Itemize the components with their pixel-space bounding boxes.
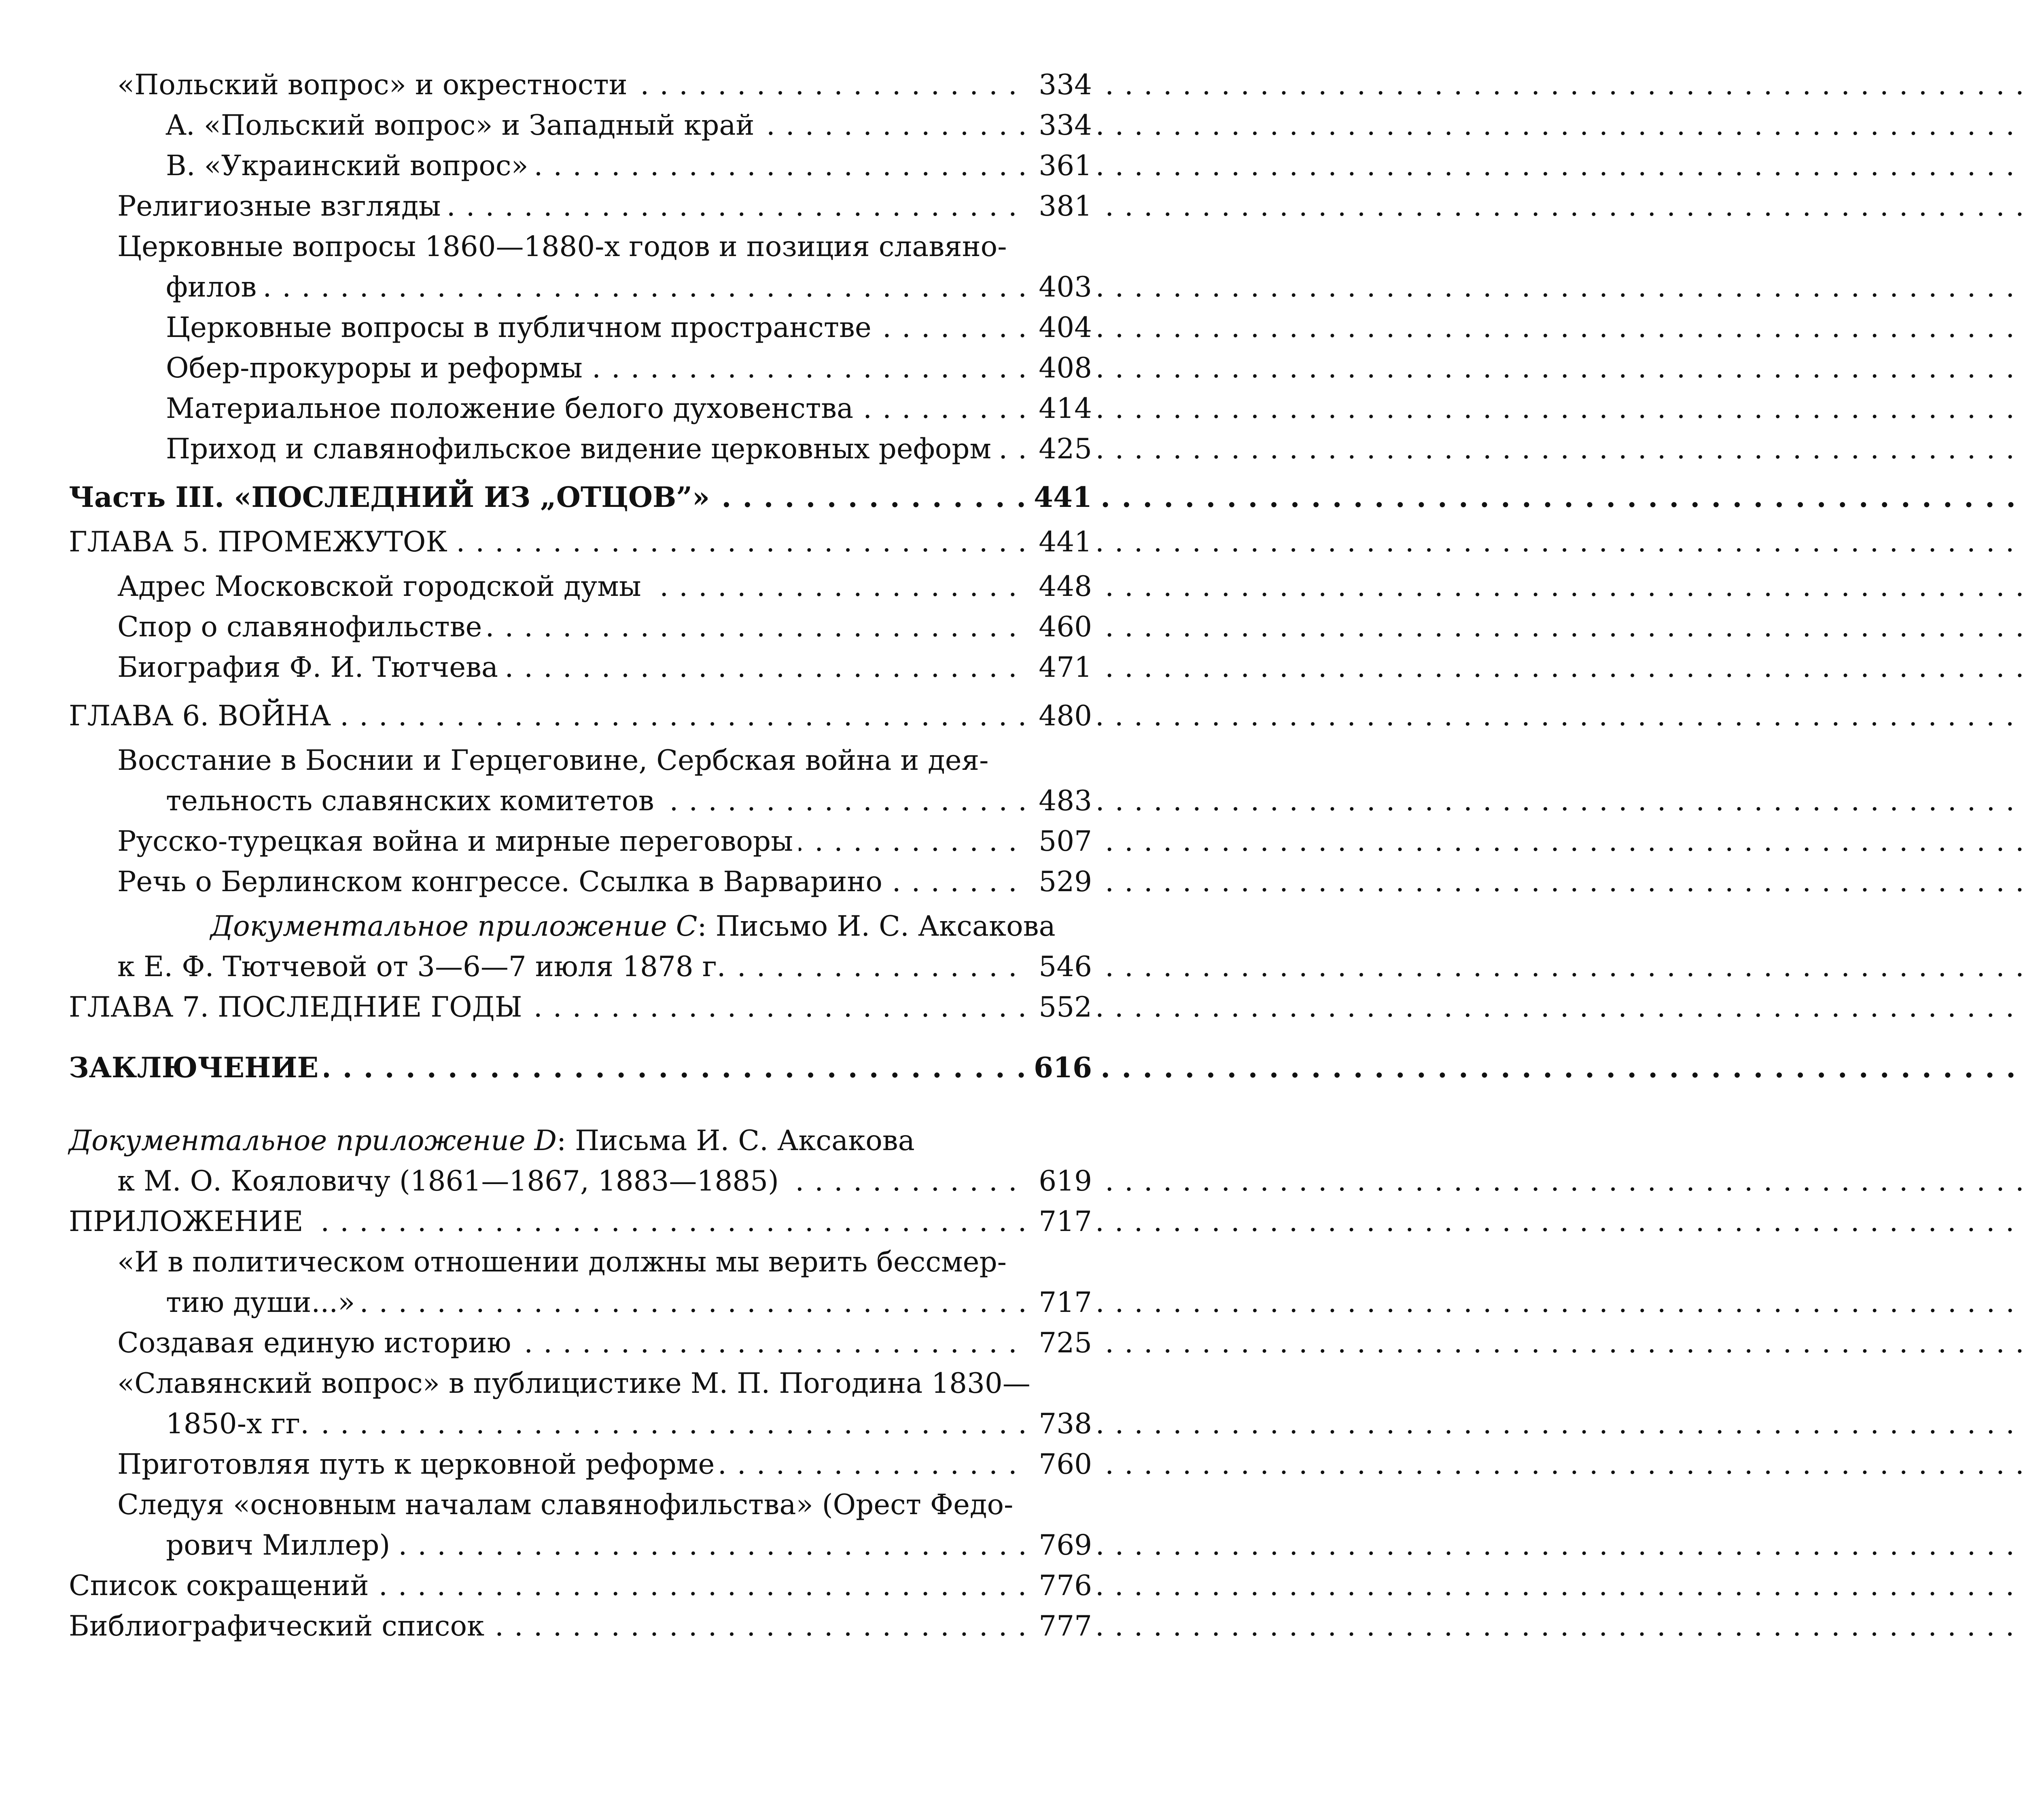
toc-entry-title: Часть III. «ПОСЛЕДНИЙ ИЗ „ОТЦОВ”» — [69, 481, 715, 514]
toc-page-number: 546 — [1026, 947, 1092, 987]
toc-page-number: 414 — [1026, 388, 1092, 429]
toc-entry-title: «И в политическом отношении должны мы верить бессмер- — [117, 1246, 1012, 1278]
toc-entry — [0, 696, 1173, 736]
toc-entry — [0, 1048, 1173, 1088]
toc-page-number: 619 — [1026, 1161, 1092, 1201]
toc-entry — [0, 65, 1173, 105]
toc-entry — [0, 607, 1173, 647]
toc-entry — [0, 566, 1173, 607]
toc-entry-title: Приход и славянофильское видение церковных реформ — [166, 433, 997, 465]
toc-entry-title: Документальное приложение C: Письмо И. С. Аксакова — [210, 910, 1061, 943]
toc-entry-line — [117, 1363, 1031, 1404]
toc-entry-title: Церковные вопросы 1860—1880-х годов и позиция славяно- — [117, 231, 1013, 263]
toc-entry-line — [166, 307, 979, 348]
toc-page-number: 403 — [1026, 267, 1092, 307]
toc-entry-line — [117, 227, 1007, 267]
toc-entry — [0, 821, 1173, 862]
toc-entry — [0, 186, 1173, 227]
toc-entry-title: Спор о славянофильстве — [117, 611, 488, 643]
toc-page-number: 441 — [1026, 477, 1092, 518]
toc-page-number: 425 — [1026, 429, 1092, 469]
toc-entry-title: Документальное приложение D: Письма И. С. Аксакова — [69, 1125, 920, 1157]
toc-entry — [0, 1201, 1173, 1242]
toc-entry-title: ЗАКЛЮЧЕНИЕ — [69, 1051, 324, 1084]
toc-entry-title: ГЛАВА 5. ПРОМЕЖУТОК — [69, 526, 453, 558]
toc-entry-line — [166, 146, 979, 186]
toc-entry — [0, 227, 1173, 307]
toc-page-number: 616 — [1026, 1048, 1092, 1088]
toc-entry — [0, 348, 1173, 388]
toc-entry-title: Религиозные взгляды — [117, 190, 446, 222]
toc-entry-title: B. «Украинский вопрос» — [166, 150, 534, 182]
toc-entry — [0, 388, 1173, 429]
toc-page-number: 769 — [1026, 1525, 1092, 1566]
toc-page-number: 777 — [1026, 1606, 1092, 1646]
toc-entry-line — [166, 388, 979, 429]
toc-entry — [0, 307, 1173, 348]
toc-entry-title: Обер-прокуроры и реформы — [166, 352, 588, 384]
toc-entry-title: 1850-х гг. — [166, 1408, 315, 1440]
toc-entry-title: тию души...» — [166, 1286, 360, 1319]
toc-entry-line — [117, 947, 979, 987]
toc-page-number: 471 — [1026, 647, 1092, 688]
toc-page-number: 552 — [1026, 987, 1092, 1028]
toc-entry-line — [69, 1606, 979, 1646]
toc-entry-title: Церковные вопросы в публичном пространстве — [166, 311, 877, 344]
toc-entry-line — [117, 647, 979, 688]
toc-page-number: 460 — [1026, 607, 1092, 647]
toc-entry — [0, 862, 1173, 902]
toc-page-number: 529 — [1026, 862, 1092, 902]
toc-entry-line — [117, 566, 979, 607]
toc-entry — [0, 1606, 1173, 1646]
toc-entry-line — [166, 348, 979, 388]
toc-entry — [0, 1121, 1173, 1201]
toc-entry — [0, 906, 1173, 987]
toc-entry-line — [69, 1566, 979, 1606]
toc-entry — [0, 1323, 1173, 1363]
toc-entry-line — [166, 1525, 979, 1566]
toc-entry-line — [117, 862, 979, 902]
toc-entry-line — [117, 1444, 979, 1485]
toc-entry-line — [117, 740, 989, 781]
toc-entry-title: филов — [166, 271, 262, 303]
toc-entry — [0, 429, 1173, 469]
toc-entry-title: Приготовляя путь к церковной реформе — [117, 1448, 720, 1481]
toc-entry-line — [117, 1485, 1014, 1525]
toc-entry — [0, 987, 1173, 1028]
toc-page-number: 725 — [1026, 1323, 1092, 1363]
toc-entry-line — [69, 696, 979, 736]
toc-entry-title: «Польский вопрос» и окрестности — [117, 69, 633, 101]
toc-page-number: 717 — [1026, 1282, 1092, 1323]
toc-entry-line — [69, 522, 979, 562]
toc-entry-title: A. «Польский вопрос» и Западный край — [166, 109, 760, 142]
toc-entry-line — [166, 429, 992, 469]
toc-entry-title: Следуя «основным началам славянофильства» (Орест Федо- — [117, 1489, 1019, 1521]
toc-entry — [0, 1363, 1173, 1444]
toc-entry-line — [166, 1404, 979, 1444]
toc-page-number: 483 — [1026, 781, 1092, 821]
toc-entry-title: Список сокращений — [69, 1570, 375, 1602]
toc-entry-line — [166, 105, 979, 146]
toc-page-number: 334 — [1026, 65, 1092, 105]
toc-entry-line — [69, 1048, 979, 1088]
toc-entry — [0, 1444, 1173, 1485]
toc-page-number: 334 — [1026, 105, 1092, 146]
toc-page-number: 776 — [1026, 1566, 1092, 1606]
toc-entry-line — [166, 781, 979, 821]
toc-entry-title: «Славянский вопрос» в публицистике М. П. Погодина 1830— — [117, 1367, 1036, 1400]
toc-entry-title: ПРИЛОЖЕНИЕ — [69, 1206, 309, 1238]
toc-page-number: 404 — [1026, 307, 1092, 348]
toc-entry — [0, 647, 1173, 688]
toc-entry-line — [117, 186, 979, 227]
toc-entry-title: Создавая единую историю — [117, 1327, 517, 1359]
toc-entry — [0, 1566, 1173, 1606]
toc-entry-line — [210, 906, 1056, 947]
toc-entry-line — [117, 1242, 1007, 1282]
toc-entry-line — [117, 65, 979, 105]
toc-entry-title: Биография Ф. И. Тютчева — [117, 651, 504, 684]
toc-page-number: 507 — [1026, 821, 1092, 862]
toc-entry-title: ГЛАВА 7. ПОСЛЕДНИЕ ГОДЫ — [69, 991, 528, 1023]
toc-entry-title: Восстание в Боснии и Герцеговине, Сербская война и дея- — [117, 744, 994, 777]
toc-entry-line — [117, 821, 979, 862]
toc-entry — [0, 1485, 1173, 1566]
toc-page-number: 448 — [1026, 566, 1092, 607]
toc-page-number: 480 — [1026, 696, 1092, 736]
toc-entry-title: к Е. Ф. Тютчевой от 3—6—7 июля 1878 г. — [117, 951, 732, 983]
toc-page-number: 717 — [1026, 1201, 1092, 1242]
toc-entry-line — [117, 607, 979, 647]
toc-page-number: 441 — [1026, 522, 1092, 562]
toc-entry-title: тельность славянских комитетов — [166, 785, 660, 817]
toc-entry-title: Русско-турецкая война и мирные переговоры — [117, 825, 799, 858]
toc-entry-title: рович Миллер) — [166, 1529, 396, 1562]
toc-entry-title: Библиографический список — [69, 1610, 490, 1642]
toc-entry-title: Речь о Берлинском конгрессе. Ссылка в Варварино — [117, 866, 888, 898]
toc-entry-title: к М. О. Кояловичу (1861—1867, 1883—1885) — [117, 1165, 785, 1197]
toc-page-number: 361 — [1026, 146, 1092, 186]
toc-page-number: 760 — [1026, 1444, 1092, 1485]
toc-entry-line — [69, 987, 979, 1028]
toc-entry-line — [69, 1121, 979, 1161]
toc-entry-line — [166, 267, 979, 307]
toc-entry — [0, 1242, 1173, 1323]
toc-entry-line — [117, 1323, 979, 1363]
toc-entry-line — [117, 1161, 979, 1201]
toc-entry-line — [166, 1282, 979, 1323]
toc-entry — [0, 105, 1173, 146]
toc-entry-title: Материальное положение белого духовенства — [166, 392, 859, 425]
toc-entry — [0, 477, 1173, 518]
toc-page-number: 408 — [1026, 348, 1092, 388]
toc-page-number: 738 — [1026, 1404, 1092, 1444]
toc-entry-line — [69, 1201, 979, 1242]
toc-entry — [0, 740, 1173, 821]
toc-entry-title: ГЛАВА 6. ВОЙНА — [69, 700, 337, 732]
toc-entry-title: Адрес Московской городской думы — [117, 570, 647, 603]
toc-entry-line — [69, 477, 979, 518]
toc-entry — [0, 522, 1173, 562]
toc-entry — [0, 146, 1173, 186]
toc-page-number: 381 — [1026, 186, 1092, 227]
